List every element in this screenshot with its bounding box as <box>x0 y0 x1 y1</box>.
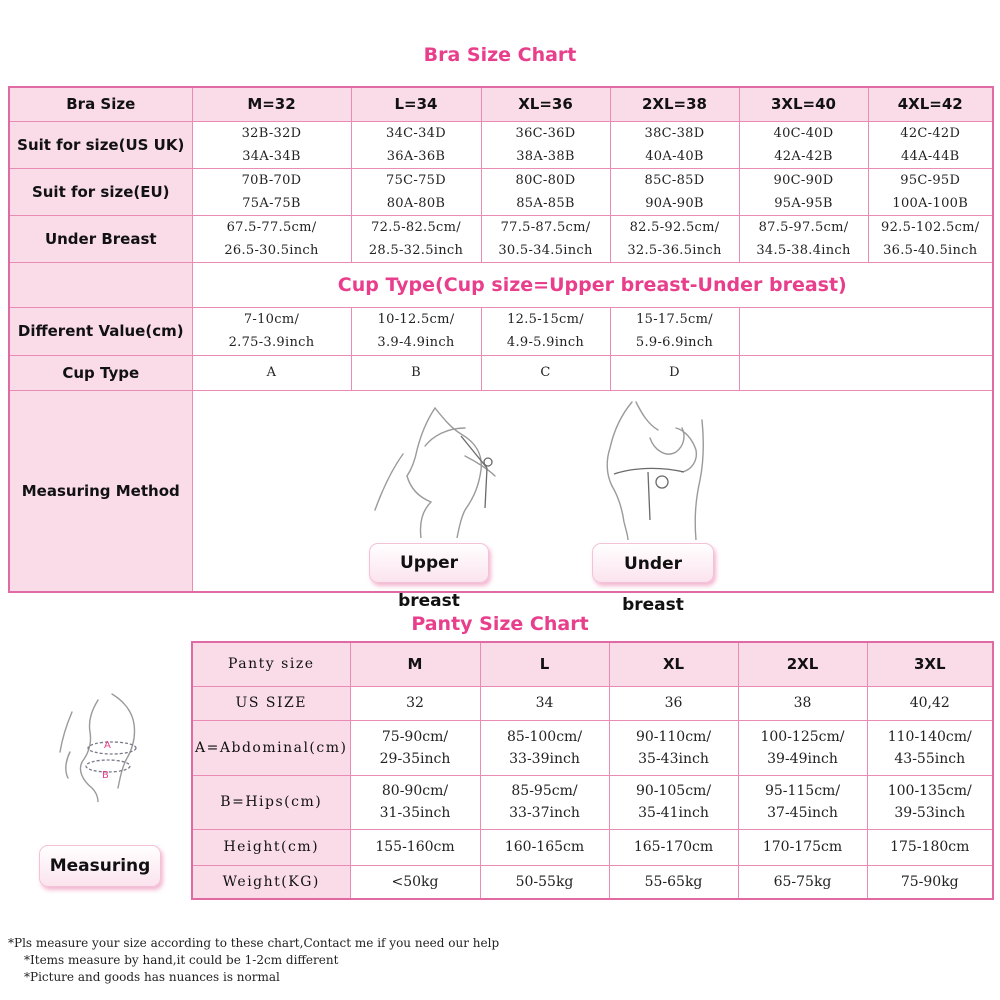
cup-type-cell: B <box>351 355 481 390</box>
us-uk-label: Suit for size(US UK) <box>9 121 192 168</box>
note-line: *Pls measure your size according to these chart,Contact me if you need our help <box>8 936 500 950</box>
cell-line: 4.9-5.9inch <box>506 335 585 350</box>
us-size-cell: 36 <box>609 686 738 720</box>
us-uk-row <box>9 121 993 168</box>
hips-cell <box>480 775 609 829</box>
height-cell: 170-175cm <box>738 829 867 865</box>
cell-line: 40A-40B <box>645 148 704 164</box>
cell-line: 31-35inch <box>379 805 451 821</box>
cell-line: 92.5-102.5cm/ <box>881 219 980 235</box>
label-b: B <box>102 770 109 781</box>
cell-line: 80-90cm/ <box>381 783 449 799</box>
different-value-cell <box>351 307 481 355</box>
weight-cell: 75-90kg <box>867 865 993 899</box>
cell-line: 33-37inch <box>509 805 580 821</box>
cell-line: 85C-85D <box>644 172 705 188</box>
cell-line: 90C-90D <box>773 172 834 188</box>
cell-line: 110-140cm/ <box>887 728 972 745</box>
cell-line: 100-135cm/ <box>887 783 972 799</box>
us-size-cell: 34 <box>480 686 609 720</box>
under-breast-label: Under Breast <box>9 215 192 262</box>
different-value-row <box>9 307 993 355</box>
panty-size-header: M <box>350 642 480 686</box>
us-uk-cell <box>739 121 868 168</box>
cell-line: 72.5-82.5cm/ <box>371 219 461 235</box>
under-breast-cell <box>739 215 868 262</box>
height-row <box>192 829 993 865</box>
panty-header-row <box>192 642 993 686</box>
under-breast-figure-icon <box>592 400 722 540</box>
eu-cell <box>610 168 739 215</box>
cell-line: 32.5-36.5inch <box>627 242 722 258</box>
height-cell: 160-165cm <box>480 829 609 865</box>
eu-label: Suit for size(EU) <box>9 168 192 215</box>
cell-line: 95C-95D <box>900 172 961 188</box>
panty-chart-title: Panty Size Chart <box>411 613 589 635</box>
us-uk-cell <box>868 121 993 168</box>
cup-type-cell: A <box>192 355 351 390</box>
cell-line: 100-125cm/ <box>760 728 845 745</box>
cell-line: 40C-40D <box>773 125 834 141</box>
upper-breast-button: Upper breast <box>369 543 489 583</box>
cell-line: 42C-42D <box>900 125 961 141</box>
under-breast-cell <box>192 215 351 262</box>
abdominal-label: A=Abdominal(cm) <box>192 720 350 775</box>
bra-size-header: 3XL=40 <box>739 87 868 121</box>
cell-line: 33-39inch <box>509 750 580 767</box>
cell-line: 75A-75B <box>242 195 301 211</box>
cup-type-cell: C <box>481 355 610 390</box>
us-size-label: US SIZE <box>192 686 350 720</box>
under-breast-row <box>9 215 993 262</box>
hips-label: B=Hips(cm) <box>192 775 350 829</box>
cell-line: 85-100cm/ <box>506 728 583 745</box>
under-breast-cell <box>610 215 739 262</box>
cell-line: 35-43inch <box>638 750 709 767</box>
cell-line: 42A-42B <box>774 148 833 164</box>
cell-line: 10-12.5cm/ <box>377 312 455 327</box>
panty-size-header: 2XL <box>738 642 867 686</box>
cell-line: 26.5-30.5inch <box>224 242 319 258</box>
cell-line: 39-53inch <box>894 805 966 821</box>
under-breast-cell <box>481 215 610 262</box>
weight-row <box>192 865 993 899</box>
us-size-cell: 40,42 <box>867 686 993 720</box>
cell-line: 90-105cm/ <box>635 783 712 799</box>
cup-type-row <box>9 355 993 390</box>
eu-cell <box>739 168 868 215</box>
empty-label-cell <box>9 262 192 307</box>
cell-line: 82.5-92.5cm/ <box>629 219 720 235</box>
cell-line: 75C-75D <box>386 172 446 188</box>
cell-line: 39-49inch <box>767 750 838 767</box>
weight-cell: <50kg <box>350 865 480 899</box>
measuring-button: Measuring <box>39 845 161 887</box>
upper-breast-figure-icon <box>365 398 505 538</box>
cell-line: 75-90cm/ <box>381 728 449 745</box>
under-breast-button: Under breast <box>592 543 714 583</box>
panty-size-table <box>191 641 994 900</box>
cell-line: 15-17.5cm/ <box>636 312 713 327</box>
cell-line: 70B-70D <box>241 172 302 188</box>
empty-cell <box>739 307 993 355</box>
cell-line: 38A-38B <box>516 148 575 164</box>
bra-size-header: XL=36 <box>481 87 610 121</box>
cell-line: 100A-100B <box>892 195 969 211</box>
cup-type-cell: D <box>610 355 739 390</box>
notes <box>8 935 499 986</box>
cell-line: 3.9-4.9inch <box>377 335 455 350</box>
cell-line: 67.5-77.5cm/ <box>226 219 317 235</box>
weight-cell: 65-75kg <box>738 865 867 899</box>
cell-line: 85-95cm/ <box>511 783 578 799</box>
panty-size-label: Panty size <box>192 642 350 686</box>
cell-line: 7-10cm/ <box>243 312 300 327</box>
us-uk-cell <box>481 121 610 168</box>
cell-line: 5.9-6.9inch <box>635 335 714 350</box>
abdominal-cell <box>738 720 867 775</box>
different-value-cell <box>192 307 351 355</box>
abdominal-cell <box>609 720 738 775</box>
eu-cell <box>351 168 481 215</box>
cell-line: 36.5-40.5inch <box>883 242 978 258</box>
bra-size-header: L=34 <box>351 87 481 121</box>
note-line: *Picture and goods has nuances is normal <box>24 970 280 984</box>
cell-line: 95-115cm/ <box>764 783 841 799</box>
cell-line: 90-110cm/ <box>635 728 712 745</box>
height-label: Height(cm) <box>192 829 350 865</box>
abdominal-cell <box>350 720 480 775</box>
weight-cell: 55-65kg <box>609 865 738 899</box>
cell-line: 90A-90B <box>645 195 704 211</box>
hips-cell <box>609 775 738 829</box>
different-value-label: Different Value(cm) <box>9 307 192 355</box>
cell-line: 36A-36B <box>386 148 446 164</box>
cell-line: 43-55inch <box>894 750 966 767</box>
cell-line: 77.5-87.5cm/ <box>500 219 591 235</box>
us-uk-cell <box>351 121 481 168</box>
hips-cell <box>738 775 867 829</box>
us-size-cell: 32 <box>350 686 480 720</box>
height-cell: 175-180cm <box>867 829 993 865</box>
cell-line: 44A-44B <box>900 148 960 164</box>
note-line: *Items measure by hand,it could be 1-2cm different <box>24 953 339 967</box>
us-uk-cell <box>192 121 351 168</box>
different-value-cell <box>610 307 739 355</box>
eu-row <box>9 168 993 215</box>
panty-size-header: XL <box>609 642 738 686</box>
cell-line: 85A-85B <box>516 195 575 211</box>
panty-size-header: 3XL <box>867 642 993 686</box>
cell-line: 80A-80B <box>386 195 446 211</box>
bra-size-header: M=32 <box>192 87 351 121</box>
abdominal-cell <box>867 720 993 775</box>
cell-line: 28.5-32.5inch <box>368 242 464 258</box>
under-breast-cell <box>351 215 481 262</box>
weight-cell: 50-55kg <box>480 865 609 899</box>
eu-cell <box>192 168 351 215</box>
us-size-row <box>192 686 993 720</box>
different-value-cell <box>481 307 610 355</box>
hips-row <box>192 775 993 829</box>
cell-line: 32B-32D <box>241 125 302 141</box>
cup-type-title-row <box>9 262 993 307</box>
hips-cell <box>867 775 993 829</box>
cell-line: 29-35inch <box>379 750 451 767</box>
cell-line: 30.5-34.5inch <box>498 242 593 258</box>
label-a: A <box>104 740 111 751</box>
us-uk-cell <box>610 121 739 168</box>
bra-chart-title: Bra Size Chart <box>423 44 577 66</box>
eu-cell <box>481 168 610 215</box>
height-cell: 165-170cm <box>609 829 738 865</box>
cell-line: 35-41inch <box>638 805 709 821</box>
bra-size-header: 2XL=38 <box>610 87 739 121</box>
cell-line: 38C-38D <box>644 125 705 141</box>
abdominal-cell <box>480 720 609 775</box>
bra-size-header: 4XL=42 <box>868 87 993 121</box>
panty-measuring-figure-icon <box>52 692 152 802</box>
hips-cell <box>350 775 480 829</box>
under-breast-cell <box>868 215 993 262</box>
weight-label: Weight(KG) <box>192 865 350 899</box>
cup-type-title: Cup Type(Cup size=Upper breast-Under breast) <box>192 262 993 307</box>
cell-line: 36C-36D <box>515 125 576 141</box>
cell-line: 95A-95B <box>774 195 833 211</box>
measuring-method-label: Measuring Method <box>9 390 192 592</box>
cell-line: 2.75-3.9inch <box>228 335 315 350</box>
empty-cell <box>739 355 993 390</box>
cell-line: 34A-34B <box>242 148 301 164</box>
cell-line: 87.5-97.5cm/ <box>758 219 849 235</box>
cell-line: 80C-80D <box>515 172 576 188</box>
eu-cell <box>868 168 993 215</box>
cell-line: 34C-34D <box>386 125 446 141</box>
abdominal-row <box>192 720 993 775</box>
us-size-cell: 38 <box>738 686 867 720</box>
cell-line: 12.5-15cm/ <box>507 312 584 327</box>
cell-line: 37-45inch <box>767 805 838 821</box>
cell-line: 34.5-38.4inch <box>756 242 851 258</box>
height-cell: 155-160cm <box>350 829 480 865</box>
bra-header-row <box>9 87 993 121</box>
panty-size-header: L <box>480 642 609 686</box>
cup-type-label: Cup Type <box>9 355 192 390</box>
bra-size-label: Bra Size <box>9 87 192 121</box>
